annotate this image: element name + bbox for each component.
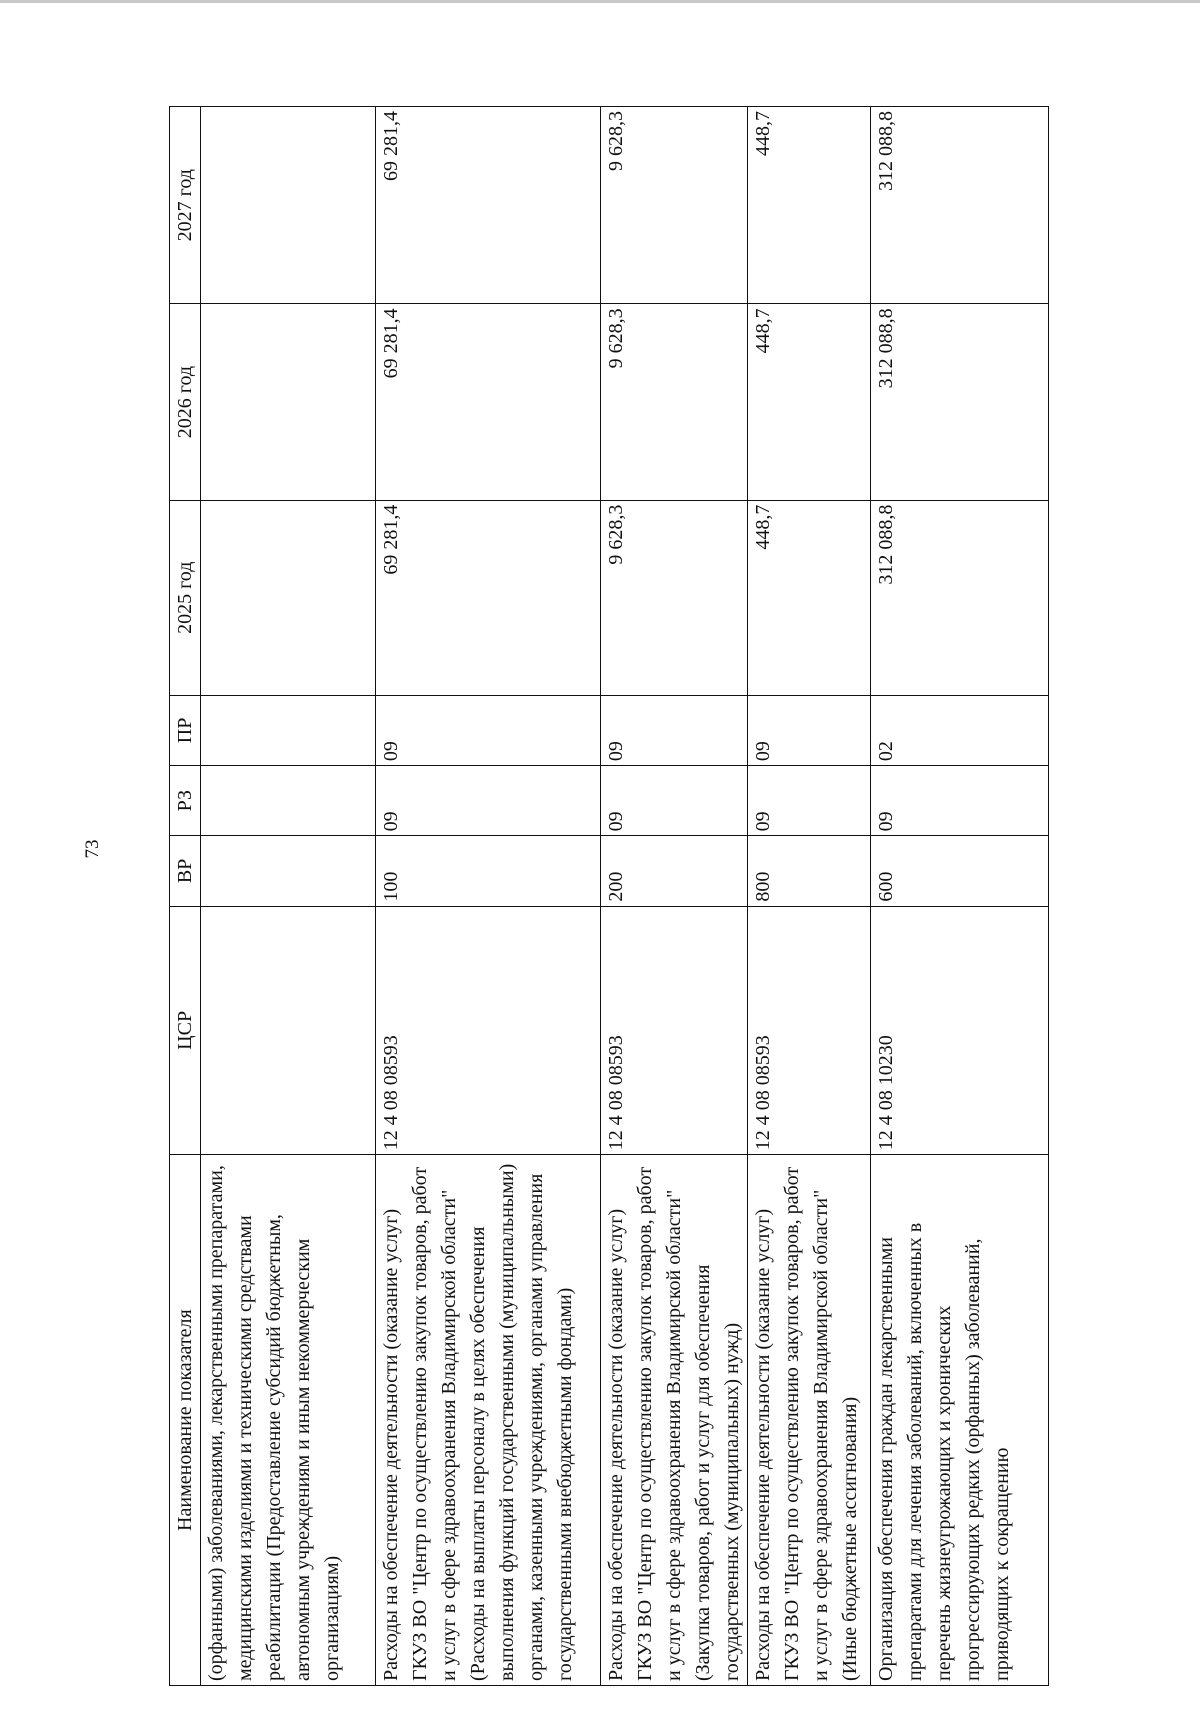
cell-2025: 69 281,4 (376, 500, 601, 695)
cell-2027: 9 628,3 (601, 107, 748, 304)
cell-pr: 09 (376, 695, 601, 765)
budget-table (169, 106, 1049, 1686)
table-row (601, 107, 748, 1686)
cell-2026: 9 628,3 (601, 304, 748, 500)
cell-name: (орфанными) заболеваниями, лекарственными препаратами, медицинскими изделиями и техническими средствами реабилитации (Предоставление субсидий бюджетным, автономным учреждениям и иным некоммерческим организациям) (201, 1155, 376, 1686)
header-row (170, 107, 201, 1686)
cell-rz: 09 (871, 766, 1049, 836)
cell-2025: 9 628,3 (601, 500, 748, 695)
cell-rz: 09 (601, 766, 748, 836)
header-csr: ЦСР (170, 906, 201, 1155)
header-rz: РЗ (170, 766, 201, 836)
cell-vr: 600 (871, 836, 1049, 906)
scan-top-edge (0, 0, 1200, 3)
cell-name: Расходы на обеспечение деятельности (оказание услуг) ГКУЗ ВО "Центр по осуществлению закупок товаров, работ и услуг в сфере здравоохранения Владимирской области" (Иные бюджетные ассигнования) (748, 1155, 871, 1686)
cell-name: Расходы на обеспечение деятельности (оказание услуг) ГКУЗ ВО "Центр по осуществлению закупок товаров, работ и услуг в сфере здравоохранения Владимирской области" (Закупка товаров, работ и услуг для обеспечения государственных (муниципальных) нужд) (601, 1155, 748, 1686)
cell-2025: 448,7 (748, 500, 871, 695)
cell-2025: 312 088,8 (871, 500, 1049, 695)
cell-2027 (201, 107, 376, 304)
table-row (871, 107, 1049, 1686)
table-row (201, 107, 376, 1686)
table-row (376, 107, 601, 1686)
cell-name: Расходы на обеспечение деятельности (оказание услуг) ГКУЗ ВО "Центр по осуществлению закупок товаров, работ и услуг в сфере здравоохранения Владимирской области" (Расходы на выплаты персоналу в целях обеспечения выполнения функций государственными (муниципальными) органами, казенными учреждениями, органами управления государственными внебюджетными фондами) (376, 1155, 601, 1686)
header-2027: 2027 год (170, 107, 201, 304)
cell-rz: 09 (748, 766, 871, 836)
cell-2026: 448,7 (748, 304, 871, 500)
header-vr: ВР (170, 836, 201, 906)
cell-2027: 312 088,8 (871, 107, 1049, 304)
cell-2026 (201, 304, 376, 500)
cell-pr: 09 (748, 695, 871, 765)
cell-csr (201, 906, 376, 1155)
cell-vr: 200 (601, 836, 748, 906)
cell-2027: 448,7 (748, 107, 871, 304)
cell-vr (201, 836, 376, 906)
cell-vr: 800 (748, 836, 871, 906)
page-number: 73 (82, 839, 103, 859)
cell-csr: 12 4 08 08593 (748, 906, 871, 1155)
table-header (170, 107, 201, 1686)
table-body (201, 107, 1049, 1686)
cell-2026: 312 088,8 (871, 304, 1049, 500)
cell-pr (201, 695, 376, 765)
cell-rz: 09 (376, 766, 601, 836)
table-row (748, 107, 871, 1686)
cell-vr: 100 (376, 836, 601, 906)
cell-pr: 02 (871, 695, 1049, 765)
cell-pr: 09 (601, 695, 748, 765)
header-name: Наименование показателя (170, 1155, 201, 1686)
cell-csr: 12 4 08 08593 (601, 906, 748, 1155)
cell-csr: 12 4 08 08593 (376, 906, 601, 1155)
rotated-table-wrapper (169, 106, 1013, 1686)
cell-2027: 69 281,4 (376, 107, 601, 304)
header-pr: ПР (170, 695, 201, 765)
cell-rz (201, 766, 376, 836)
cell-2025 (201, 500, 376, 695)
cell-csr: 12 4 08 10230 (871, 906, 1049, 1155)
header-2026: 2026 год (170, 304, 201, 500)
header-2025: 2025 год (170, 500, 201, 695)
cell-name: Организация обеспечения граждан лекарственными препаратами для лечения заболеваний, включенных в перечень жизнеугрожающих и хронических прогрессирующих редких (орфанных) заболеваний, приводящих к сокращению (871, 1155, 1049, 1686)
cell-2026: 69 281,4 (376, 304, 601, 500)
